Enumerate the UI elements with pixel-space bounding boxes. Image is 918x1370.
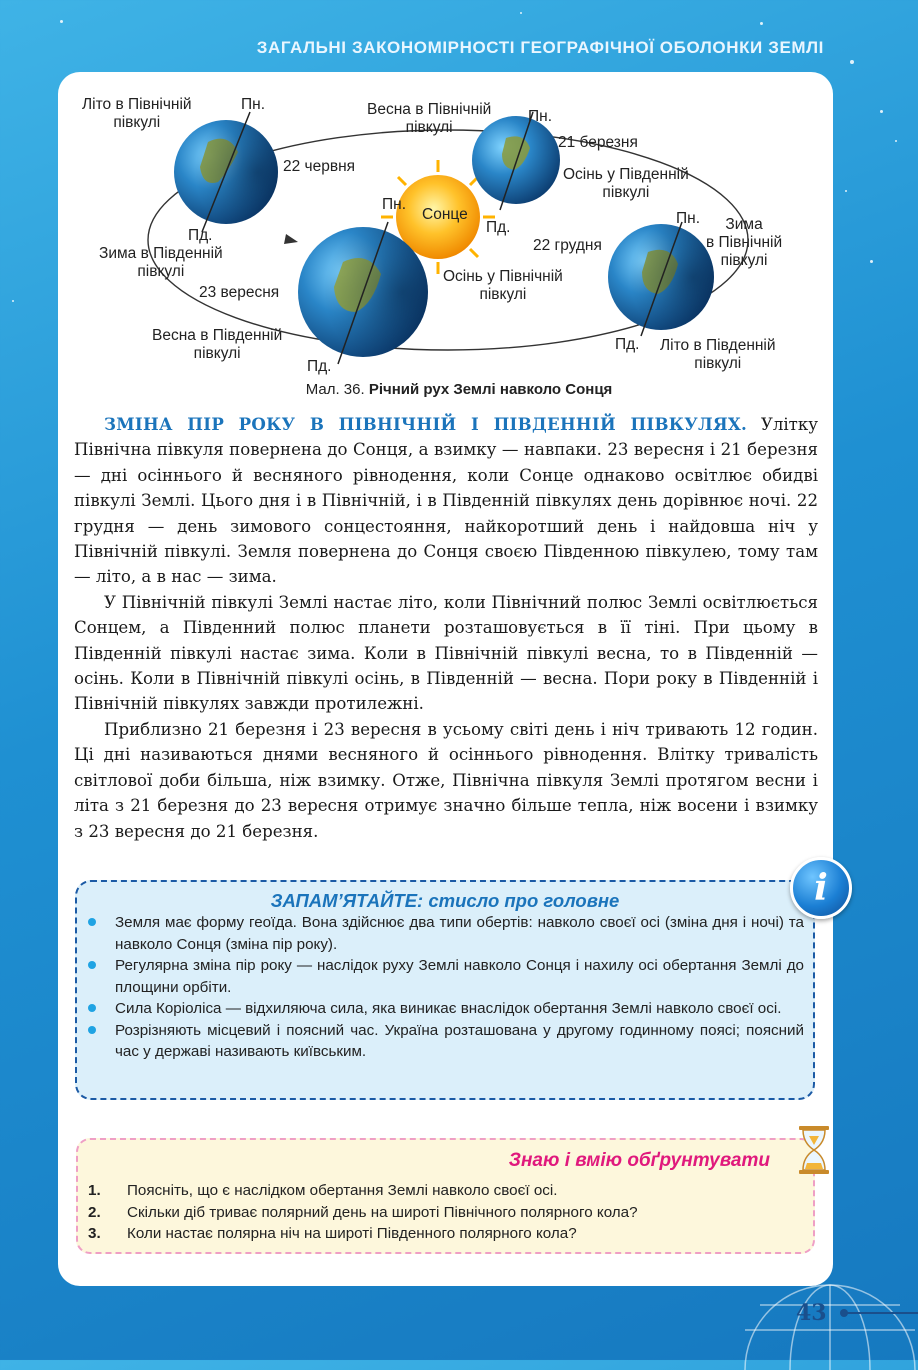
label-sun-south: Пд. [486, 219, 511, 236]
running-header: ЗАГАЛЬНІ ЗАКОНОМІРНОСТІ ГЕОГРАФІЧНОЇ ОБОЛОНКИ ЗЕМЛІ [256, 38, 824, 57]
list-item: Земля має форму геоїда. Вона здійснює два типи обертів: навколо своєї осі (зміна дня і ночі) та навколо Сонця (зміна пір року). [88, 912, 804, 955]
label-date-dec22: 22 грудня [533, 237, 602, 254]
label-date-sep23: 23 вересня [199, 284, 280, 301]
list-item: 3. Коли настає полярна ніч на широті Південного полярного кола? [88, 1225, 577, 1242]
label-north-pole: Пн. [528, 108, 553, 125]
body-text [74, 412, 818, 844]
label-autumn-north: Осінь у Північній півкулі [443, 268, 563, 303]
label-date-mar21: 21 березня [558, 134, 638, 151]
label-north-pole: Пн. [241, 96, 266, 113]
paragraph-2: У Північній півкулі Землі настає літо, коли Північний полюс Землі освітлюється Сонцем, а Південний полюс планети розташовується в її тіні. При цьому в Південній півкулі настає зима. Коли в Північній півкулі весна, то в Південній — осінь. Коли в Північній півкулі осінь, в Південній — весна. Пори року в Південній і Північній півкулях завжди протилежні. [74, 592, 818, 714]
label-date-june22: 22 червня [283, 158, 356, 175]
bullet-icon [88, 1004, 96, 1012]
list-item: Сила Коріоліса — відхиляюча сила, яка виникає внаслідок обертання Землі навколо своєї осі. [88, 998, 804, 1020]
earth-december [608, 222, 714, 336]
question-list [88, 1180, 788, 1245]
caption-prefix: Мал. 36. [305, 381, 365, 398]
label-sun: Сонце [422, 206, 468, 223]
page-number: 43 [796, 1300, 827, 1326]
label-spring-south: Весна в Південній півкулі [152, 327, 283, 362]
globe-decoration [740, 1270, 918, 1370]
paragraph-3: Приблизно 21 березня і 23 вересня в усьому світі день і ніч тривають 12 годин. Ці дні називаються днями весняного й осіннього рівнодення. Влітку тривалість світлової доби більша, ніж взимку. Отже, Північна півкуля Землі протягом весни і літа з 21 березня до 23 вересня отримує значно більше тепла, ніж восени і взимку з 23 вересня до 21 березня. [74, 719, 818, 841]
remember-title: ЗАПАМ’ЯТАЙТЕ: стисло про головне [270, 890, 620, 911]
page-number-line [846, 1312, 918, 1314]
quiz-title: Знаю і вмію обґрунтувати [508, 1150, 770, 1171]
bullet-icon [88, 961, 96, 969]
label-sun-north: Пн. [382, 196, 407, 213]
paragraph-1-text: Улітку Північна півкуля повернена до Сонця, а взимку — навпаки. 23 вересня і 21 березня — дні осіннього й весняного рівнодення, коли Сонце однаково освітлює обидві півкулі Землі. Цього дня і в Північній, і в Південній півкулях день дорівнює ночі. 22 грудня — день зимового сонцестояння, найкоротший день і найдовша ніч у Північній півкулі. Земля повернена до Сонця своєю Південною півкулею, тому там — літо, а в нас — зима. [74, 415, 818, 587]
label-autumn-south: Осінь у Південній півкулі [563, 166, 689, 201]
label-winter-north: Зима в Північній півкулі [706, 216, 783, 269]
remember-list [88, 912, 804, 1063]
info-icon: i [790, 857, 852, 919]
label-south-pole: Пд. [307, 358, 332, 375]
list-item: Розрізняють місцевий і поясний час. Україна розташована у другому годинному поясі; поясний час у державі називають київським. [88, 1020, 804, 1063]
label-winter-south: Зима в Південній півкулі [99, 245, 223, 280]
paragraph-1 [74, 412, 818, 590]
list-item: 2. Скільки діб триває полярний день на широті Північного полярного кола? [88, 1203, 638, 1221]
orbit-arrow [284, 234, 298, 244]
label-spring-north: Весна в Північній півкулі [367, 101, 492, 136]
section-title: ЗМІНА ПІР РОКУ В ПІВНІЧНІЙ І ПІВДЕННІЙ ПІВКУЛЯХ. [104, 414, 748, 434]
label-summer-south: Літо в Південній півкулі [660, 337, 776, 372]
label-south-pole: Пд. [188, 227, 213, 244]
caption-title: Річний рух Землі навколо Сонця [368, 381, 613, 398]
label-summer-north: Літо в Північній півкулі [82, 96, 192, 131]
label-north-pole: Пн. [676, 210, 701, 227]
list-item: 1. Поясніть, що є наслідком обертання Землі навколо своєї осі. [88, 1182, 558, 1199]
bullet-icon [88, 1026, 96, 1034]
figure-caption [0, 381, 918, 398]
bullet-icon [88, 918, 96, 926]
label-south-pole: Пд. [615, 336, 640, 353]
hourglass-icon [797, 1125, 831, 1175]
list-item: Регулярна зміна пір року — наслідок руху Землі навколо Сонця і нахилу осі обертання Землі до площини орбіти. [88, 955, 804, 998]
